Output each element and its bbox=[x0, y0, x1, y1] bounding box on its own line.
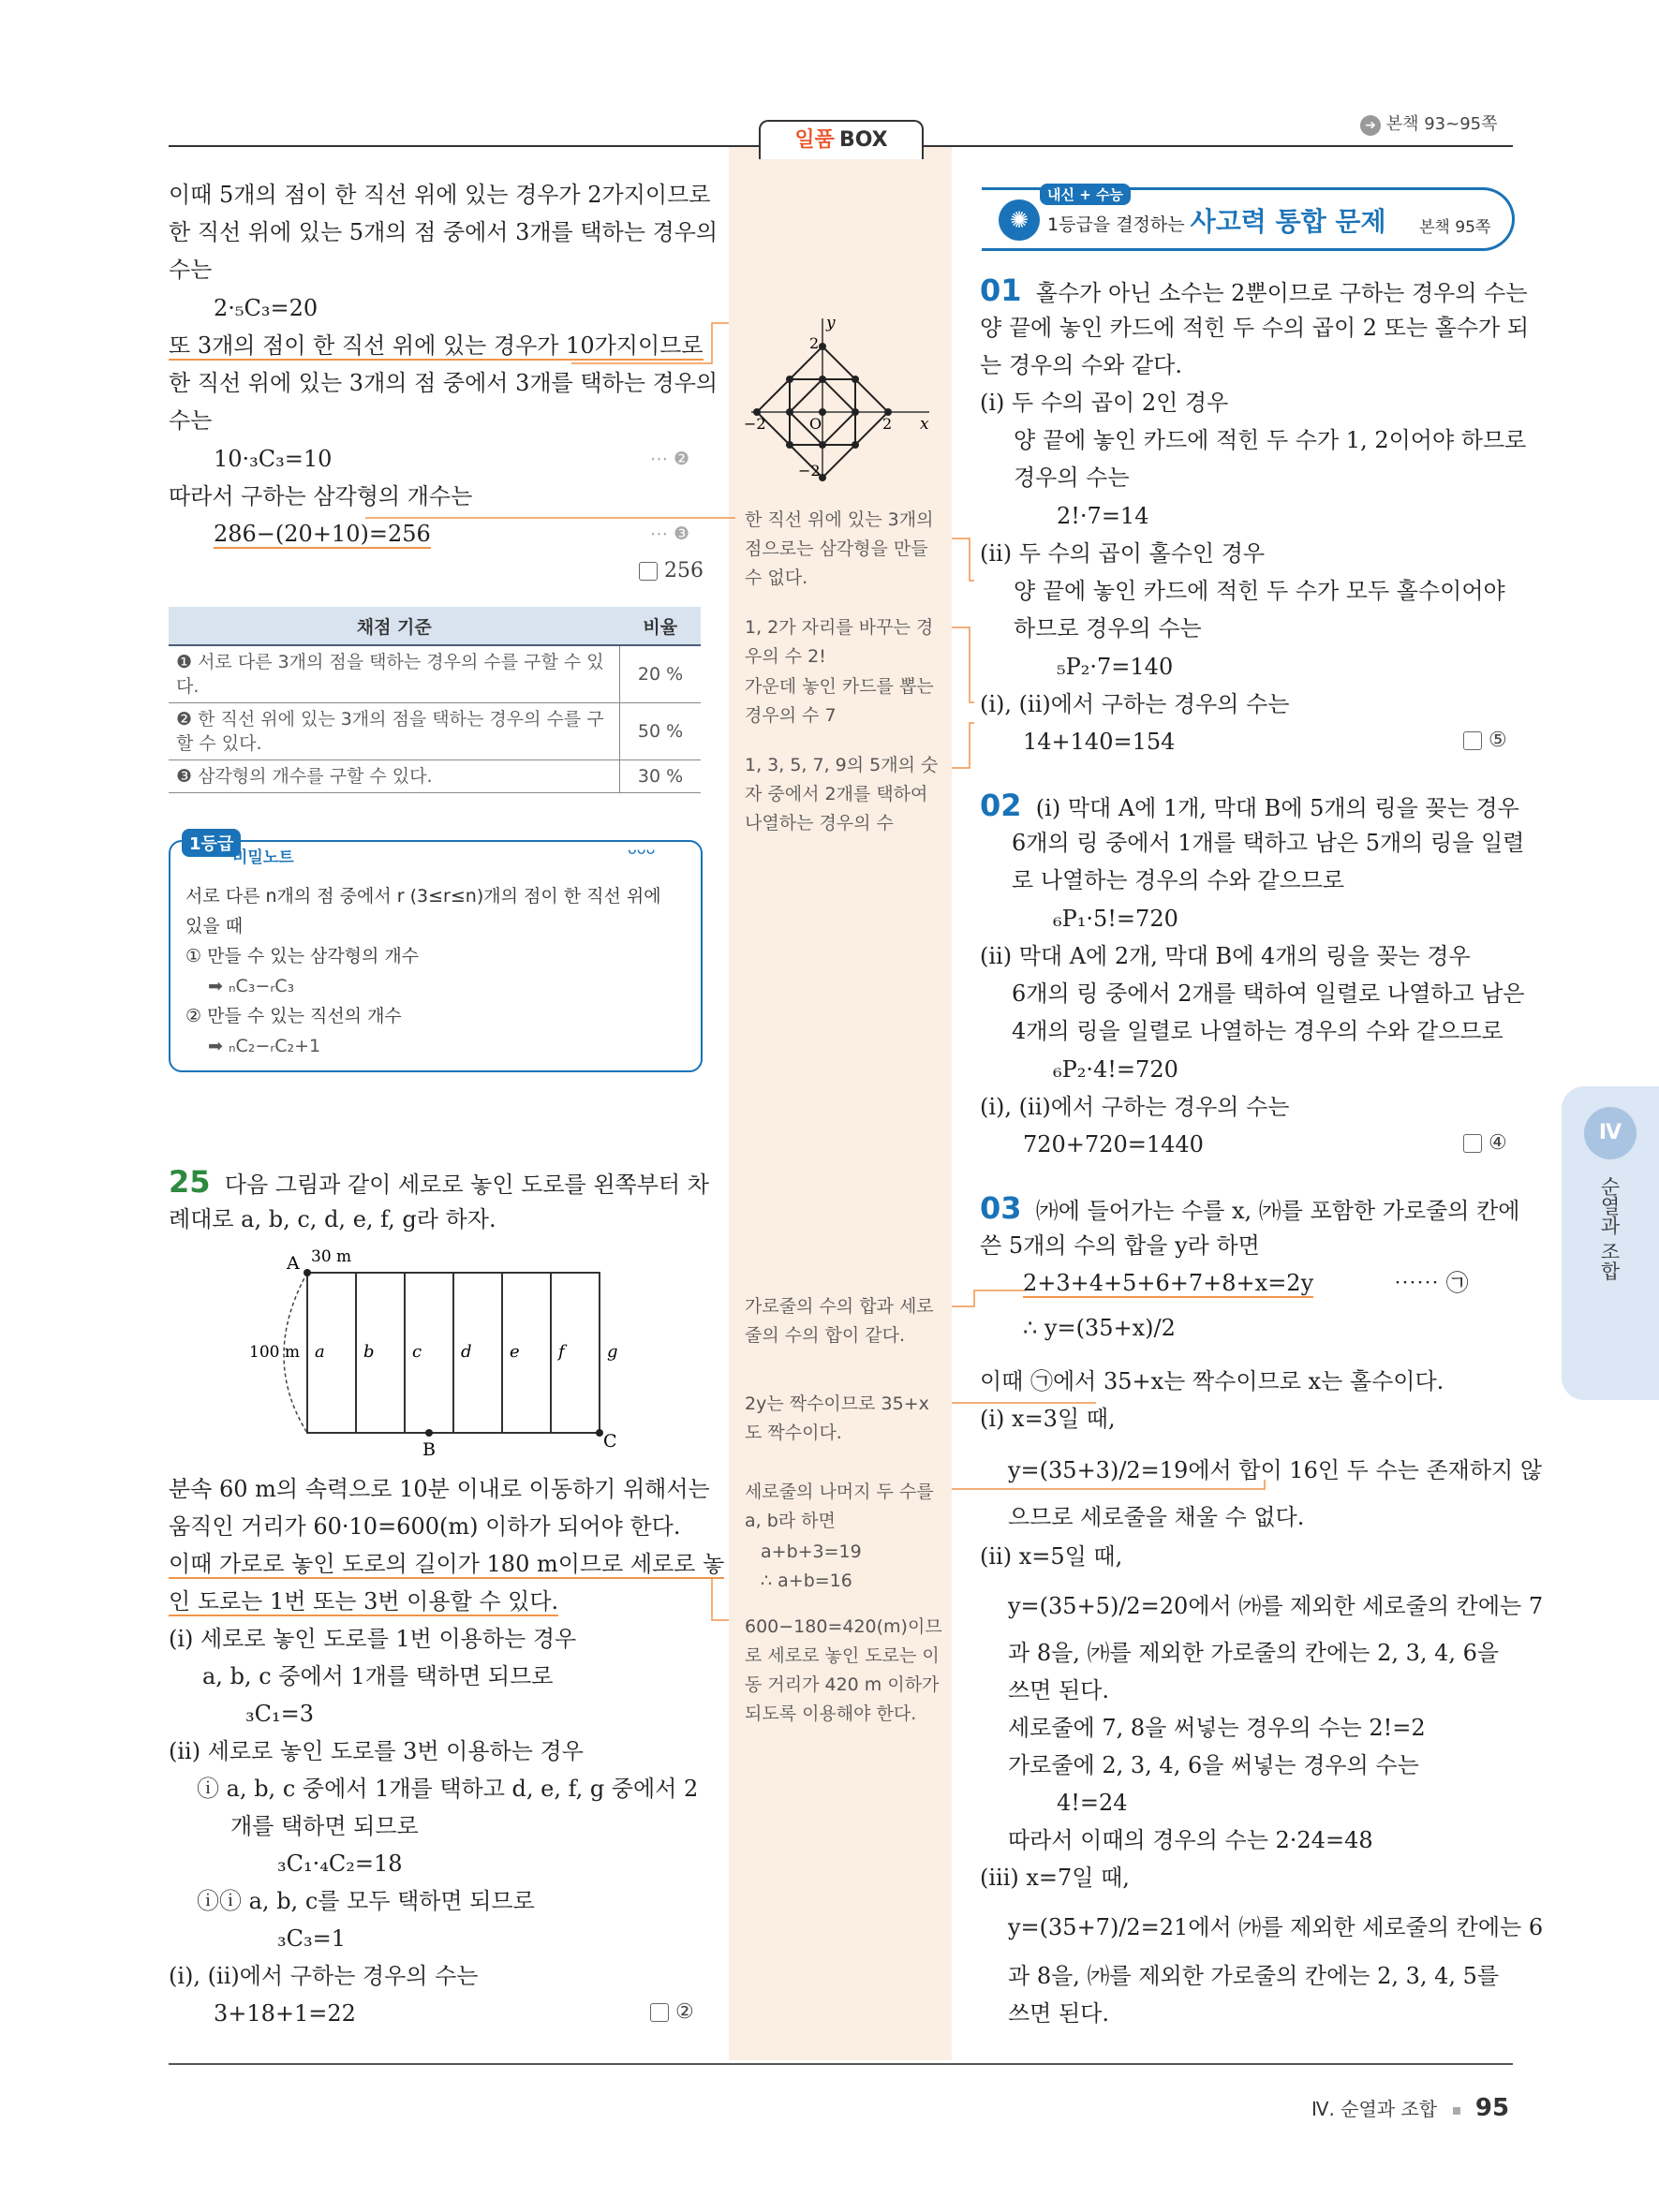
graph-y2-label: 2 bbox=[809, 334, 820, 352]
answer-02-text: ④ bbox=[1489, 1131, 1507, 1155]
q01-line-11: ₅P₂·7=140 bbox=[1057, 654, 1174, 680]
graph-ym2-label: −2 bbox=[798, 462, 821, 479]
page-ref-text: 본책 93~95쪽 bbox=[1385, 114, 1498, 134]
q03-line-20: 과 8을, ㈎를 제외한 가로줄의 칸에는 2, 3, 4, 5를 bbox=[1008, 1963, 1500, 1989]
sol25-line-3 bbox=[169, 1545, 724, 1583]
q03-line-21: 쓰면 된다. bbox=[1008, 2000, 1109, 2027]
q02-line-7: 4개의 링을 일렬로 나열하는 경우의 수와 같으므로 bbox=[1012, 1018, 1503, 1044]
chapter-side-label: 순열과 조합 bbox=[1598, 1176, 1621, 1281]
sol25-line-4 bbox=[169, 1583, 558, 1620]
road-letter-b: b bbox=[363, 1342, 375, 1362]
grading-criteria-table bbox=[169, 607, 701, 793]
answer-icon bbox=[639, 562, 658, 581]
side-note-6: 2y는 짝수이므로 35+x 도 짝수이다. bbox=[745, 1394, 929, 1443]
chapter-number-badge: Ⅳ bbox=[1584, 1107, 1637, 1159]
road-letter-c: c bbox=[412, 1342, 422, 1362]
box-title-tab bbox=[759, 120, 924, 159]
sol25-line-11: ₃C₁·₄C₂=18 bbox=[277, 1851, 403, 1877]
side-note-5: 가로줄의 수의 합과 세로줄의 수의 합이 같다. bbox=[745, 1296, 934, 1346]
q01-line-5: 양 끝에 놓인 카드에 적힌 두 수가 1, 2이어야 하므로 bbox=[1014, 427, 1527, 453]
banner-big-text: 사고력 통합 문제 bbox=[1190, 206, 1386, 237]
step-marker-2: ⋯ ❷ bbox=[650, 449, 690, 469]
side-note-9: ∴ a+b=16 bbox=[761, 1571, 852, 1591]
q03-text-1: ㈎에 들어가는 수를 x, ㈎를 포함한 가로줄의 칸에 bbox=[1035, 1198, 1520, 1224]
ratio-header: 비율 bbox=[620, 607, 702, 645]
q25-text-1: 다음 그림과 같이 세로로 놓인 도로를 왼쪽부터 차 bbox=[224, 1172, 709, 1198]
road-letter-g: g bbox=[607, 1342, 618, 1362]
banner-small-text: 1등급을 결정하는 bbox=[1047, 214, 1185, 235]
side-note-3: 가운데 놓인 카드를 뽑는 경우의 수 7 bbox=[745, 676, 934, 726]
q03-line-6: 이때 ㉠에서 35+x는 짝수이므로 x는 홀수이다. bbox=[980, 1368, 1444, 1394]
secret-line-3: ① 만들 수 있는 삼각형의 개수 bbox=[185, 946, 420, 966]
q02-number: 02 bbox=[980, 788, 1022, 823]
banner-tag-b: 수능 bbox=[1096, 186, 1123, 203]
q02-line-8: ₆P₂·4!=720 bbox=[1053, 1056, 1178, 1083]
q03-line-18: (iii) x=7일 때, bbox=[980, 1865, 1130, 1891]
q03-line-17: 따라서 이때의 경우의 수는 2·24=48 bbox=[1008, 1827, 1373, 1853]
sol25-line-2: 움직인 거리가 60·10=600(m) 이하가 되어야 한다. bbox=[169, 1513, 681, 1540]
box-title-a: 일품 bbox=[794, 128, 835, 152]
q02-line-6: 6개의 링 중에서 2개를 택하여 일렬로 나열하고 남은 bbox=[1012, 981, 1525, 1007]
criteria-ratio-3: 30 % bbox=[620, 760, 702, 793]
left-formula-2: 10·₃C₃=10 bbox=[214, 446, 333, 472]
q25-number: 25 bbox=[169, 1164, 211, 1200]
sol25-line-4-text: 인 도로는 1번 또는 3번 이용할 수 있다. bbox=[169, 1588, 559, 1615]
sol25-line-12: ⓘⓘ a, b, c를 모두 택하면 되므로 bbox=[197, 1888, 535, 1914]
width-label: 30 m bbox=[311, 1247, 352, 1266]
coordinate-graph bbox=[742, 309, 939, 487]
side-note-10: 600−180=420(m)이므로 세로로 놓인 도로는 이동 거리가 420 m 이하가 되도록 이용해야 한다. bbox=[745, 1616, 942, 1724]
banner-title bbox=[1047, 208, 1386, 239]
side-note-4: 1, 3, 5, 7, 9의 5개의 숫자 중에서 2개를 택하여 나열하는 경우의 수 bbox=[745, 755, 939, 833]
secret-note-box bbox=[169, 834, 703, 1072]
q03-line-1 bbox=[980, 1189, 1520, 1230]
sol25-line-9: ⓘ a, b, c 중에서 1개를 택하고 d, e, f, g 중에서 2 bbox=[197, 1776, 699, 1802]
graph-xm2-label: −2 bbox=[744, 415, 766, 433]
label-c: C bbox=[603, 1431, 617, 1452]
coil-icon: ᴗᴗᴗ bbox=[628, 840, 656, 858]
q03-line-13: 쓰면 된다. bbox=[1008, 1677, 1109, 1703]
sol25-line-6: a, b, c 중에서 1개를 택하면 되므로 bbox=[202, 1663, 554, 1689]
q03-line-12: 과 8을, ㈎를 제외한 가로줄의 칸에는 2, 3, 4, 6을 bbox=[1008, 1640, 1500, 1666]
sol25-line-3-text: 이때 가로로 놓인 도로의 길이가 180 m이므로 세로로 놓 bbox=[169, 1551, 725, 1577]
page-reference bbox=[1360, 111, 1498, 136]
point-b-dot bbox=[425, 1429, 433, 1437]
q03-line-16: 4!=24 bbox=[1057, 1790, 1128, 1816]
q03-line-7: (i) x=3일 때, bbox=[980, 1406, 1116, 1432]
left-line-5 bbox=[169, 327, 704, 364]
q03-eq-marker: ⋯⋯ ㉠ bbox=[1394, 1270, 1469, 1296]
q01-line-1 bbox=[980, 272, 1528, 312]
sol25-line-5: (i) 세로로 놓인 도로를 1번 이용하는 경우 bbox=[169, 1626, 577, 1652]
criteria-row-2: ❷ 한 직선 위에 있는 3개의 점을 택하는 경우의 수를 구할 수 있다. bbox=[169, 703, 620, 760]
q03-line-2: 쓴 5개의 수의 합을 y라 하면 bbox=[980, 1232, 1260, 1259]
q03-line-15: 가로줄에 2, 3, 4, 6을 써넣는 경우의 수는 bbox=[1008, 1752, 1419, 1778]
criteria-header: 채점 기준 bbox=[169, 607, 620, 645]
q03-line-14: 세로줄에 7, 8을 써넣는 경우의 수는 2!=2 bbox=[1008, 1715, 1426, 1741]
sol25-line-15: 3+18+1=22 bbox=[214, 2000, 356, 2027]
q01-line-12: (i), (ii)에서 구하는 경우의 수는 bbox=[980, 691, 1290, 717]
answer-icon bbox=[1463, 1134, 1482, 1153]
road-letter-e: e bbox=[510, 1342, 520, 1362]
secret-line-6: ➡ ₙC₂−ᵣC₂+1 bbox=[208, 1036, 321, 1056]
q02-text-1: (i) 막대 A에 1개, 막대 B에 5개의 링을 꽂는 경우 bbox=[1035, 795, 1519, 821]
road-diagram bbox=[242, 1241, 635, 1466]
q03-line-19: y=(35+7)/2=21에서 ㈎를 제외한 세로줄의 칸에는 6 bbox=[1008, 1914, 1544, 1940]
answer-25-text: ② bbox=[675, 2000, 694, 2024]
answer-256-text: 256 bbox=[664, 559, 704, 582]
bottom-rule bbox=[169, 2063, 1513, 2065]
criteria-ratio-2: 50 % bbox=[620, 703, 702, 760]
sol25-line-10: 개를 택하면 되므로 bbox=[230, 1813, 419, 1839]
sol25-line-14: (i), (ii)에서 구하는 경우의 수는 bbox=[169, 1963, 479, 1989]
answer-01 bbox=[1463, 729, 1507, 752]
answer-icon bbox=[650, 2003, 669, 2022]
q02-line-10: 720+720=1440 bbox=[1023, 1131, 1204, 1158]
secret-line-1: 서로 다른 n개의 점 중에서 r (3≤r≤n)개의 점이 한 직선 위에 bbox=[185, 886, 661, 907]
footer-chapter: Ⅳ. 순열과 조합 bbox=[1311, 2098, 1438, 2120]
q02-line-9: (i), (ii)에서 구하는 경우의 수는 bbox=[980, 1094, 1290, 1120]
page-number: 95 bbox=[1474, 2094, 1510, 2122]
banner-reference: 본책 95쪽 bbox=[1419, 218, 1491, 237]
q03-line-8: y=(35+3)/2=19에서 합이 16인 두 수는 존재하지 않 bbox=[1008, 1457, 1543, 1483]
q01-text-1: 홀수가 아닌 소수는 2뿐이므로 구하는 경우의 수는 bbox=[1035, 280, 1528, 306]
left-line-7: 수는 bbox=[169, 407, 213, 434]
q03-line-9: 으므로 세로줄을 채울 수 없다. bbox=[1008, 1504, 1305, 1530]
graph-origin-label: O bbox=[809, 415, 822, 433]
left-formula-3 bbox=[214, 515, 431, 553]
sol25-line-8: (ii) 세로로 놓인 도로를 3번 이용하는 경우 bbox=[169, 1738, 584, 1764]
answer-01-text: ⑤ bbox=[1489, 729, 1507, 752]
side-note-7: 세로줄의 나머지 두 수를 a, b라 하면 bbox=[745, 1482, 934, 1531]
q03-line-10: (ii) x=5일 때, bbox=[980, 1543, 1123, 1570]
criteria-row-1: ❶ 서로 다른 3개의 점을 택하는 경우의 수를 구할 수 있다. bbox=[169, 645, 620, 703]
road-letter-d: d bbox=[461, 1342, 472, 1362]
label-a: A bbox=[287, 1253, 300, 1274]
banner-tag-a: 내신 bbox=[1047, 186, 1074, 203]
q01-number: 01 bbox=[980, 273, 1022, 308]
answer-02 bbox=[1463, 1131, 1507, 1155]
step-marker-3: ⋯ ❸ bbox=[650, 524, 690, 544]
point-a-dot bbox=[304, 1269, 311, 1276]
q01-line-9: 양 끝에 놓인 카드에 적힌 두 수가 모두 홀수이어야 bbox=[1014, 578, 1505, 604]
left-line-6: 한 직선 위에 있는 3개의 점 중에서 3개를 택하는 경우의 bbox=[169, 370, 718, 396]
box-title-b: BOX bbox=[838, 128, 888, 152]
brain-icon: ✺ bbox=[999, 199, 1040, 241]
answer-256 bbox=[639, 559, 704, 582]
sol25-line-7: ₃C₁=3 bbox=[245, 1701, 314, 1727]
footer-divider bbox=[1453, 2107, 1460, 2115]
sol25-line-1: 분속 60 m의 속력으로 10분 이내로 이동하기 위해서는 bbox=[169, 1476, 710, 1502]
left-line-1: 이때 5개의 점이 한 직선 위에 있는 경우가 2가지이므로 bbox=[169, 182, 711, 208]
road-letter-f: f bbox=[558, 1342, 565, 1362]
left-line-9: 따라서 구하는 삼각형의 개수는 bbox=[169, 483, 473, 509]
side-note-2: 1, 2가 자리를 바꾸는 경우의 수 2! bbox=[745, 617, 934, 667]
q02-line-2: 6개의 링 중에서 1개를 택하고 남은 5개의 링을 일렬 bbox=[1012, 830, 1525, 856]
point-c-dot bbox=[596, 1429, 603, 1437]
q03-line-5: ∴ y=(35+x)/2 bbox=[1023, 1315, 1176, 1341]
q02-line-5: (ii) 막대 A에 2개, 막대 B에 4개의 링을 꽂는 경우 bbox=[980, 943, 1471, 969]
banner-tag: 내신 + 수능 bbox=[1040, 184, 1131, 205]
road-letter-a: a bbox=[315, 1342, 325, 1362]
q25-line-1 bbox=[169, 1163, 709, 1203]
answer-25 bbox=[650, 2000, 694, 2024]
q01-line-2: 양 끝에 놓인 카드에 적힌 두 수의 곱이 2 또는 홀수가 되 bbox=[980, 315, 1530, 341]
label-b: B bbox=[422, 1439, 436, 1460]
arrow-circle-icon: ➔ bbox=[1360, 115, 1381, 136]
graph-x-label: x bbox=[920, 415, 929, 434]
left-line-5-text: 또 3개의 점이 한 직선 위에 있는 경우가 10가지이므로 bbox=[169, 332, 704, 359]
q01-line-10: 하므로 경우의 수는 bbox=[1014, 615, 1202, 641]
q01-line-6: 경우의 수는 bbox=[1014, 465, 1130, 491]
q03-line-3-text: 2+3+4+5+6+7+8+x=2y bbox=[1023, 1270, 1314, 1296]
criteria-ratio-1: 20 % bbox=[620, 645, 702, 703]
q25-line-2: 례대로 a, b, c, d, e, f, g라 하자. bbox=[169, 1206, 496, 1232]
secret-note-body bbox=[185, 881, 661, 1061]
height-label: 100 m bbox=[249, 1343, 300, 1362]
chapter-side-tab[interactable] bbox=[1562, 1086, 1659, 1400]
q01-line-8: (ii) 두 수의 곱이 홀수인 경우 bbox=[980, 540, 1266, 567]
secret-line-5: ② 만들 수 있는 직선의 개수 bbox=[185, 1006, 402, 1026]
secret-line-2: 있을 때 bbox=[185, 916, 244, 936]
left-formula-1: 2·₅C₃=20 bbox=[214, 295, 318, 321]
criteria-row-3: ❸ 삼각형의 개수를 구할 수 있다. bbox=[169, 760, 620, 793]
secret-note-title: 비밀노트 bbox=[232, 848, 294, 867]
q01-line-7: 2!·7=14 bbox=[1057, 503, 1149, 529]
left-line-2: 한 직선 위에 있는 5개의 점 중에서 3개를 택하는 경우의 bbox=[169, 219, 718, 245]
left-line-3: 수는 bbox=[169, 257, 213, 283]
side-note-1: 한 직선 위에 있는 3개의 점으로는 삼각형을 만들 수 없다. bbox=[745, 509, 934, 588]
q03-number: 03 bbox=[980, 1190, 1022, 1226]
answer-icon bbox=[1463, 731, 1482, 750]
secret-line-4: ➡ ₙC₃−ᵣC₃ bbox=[208, 976, 295, 996]
q03-line-11: y=(35+5)/2=20에서 ㈎를 제외한 세로줄의 칸에는 7 bbox=[1008, 1593, 1544, 1619]
q01-line-3: 는 경우의 수와 같다. bbox=[980, 352, 1182, 378]
footer bbox=[1311, 2094, 1509, 2122]
graph-x2-label: 2 bbox=[882, 415, 893, 433]
left-formula-3-text: 286−(20+10)=256 bbox=[214, 521, 431, 547]
q03-line-3 bbox=[1023, 1264, 1313, 1302]
q02-line-3: 로 나열하는 경우의 수와 같으므로 bbox=[1012, 867, 1345, 893]
secret-note-badge: 1등급 bbox=[182, 829, 241, 857]
q01-line-13: 14+140=154 bbox=[1023, 729, 1176, 755]
graph-y-label: y bbox=[826, 314, 836, 332]
side-note-8: a+b+3=19 bbox=[761, 1541, 862, 1562]
q01-line-4: (i) 두 수의 곱이 2인 경우 bbox=[980, 390, 1229, 416]
sol25-line-13: ₃C₃=1 bbox=[277, 1925, 346, 1952]
q02-line-1 bbox=[980, 787, 1519, 827]
q02-line-4: ₆P₁·5!=720 bbox=[1053, 906, 1178, 932]
